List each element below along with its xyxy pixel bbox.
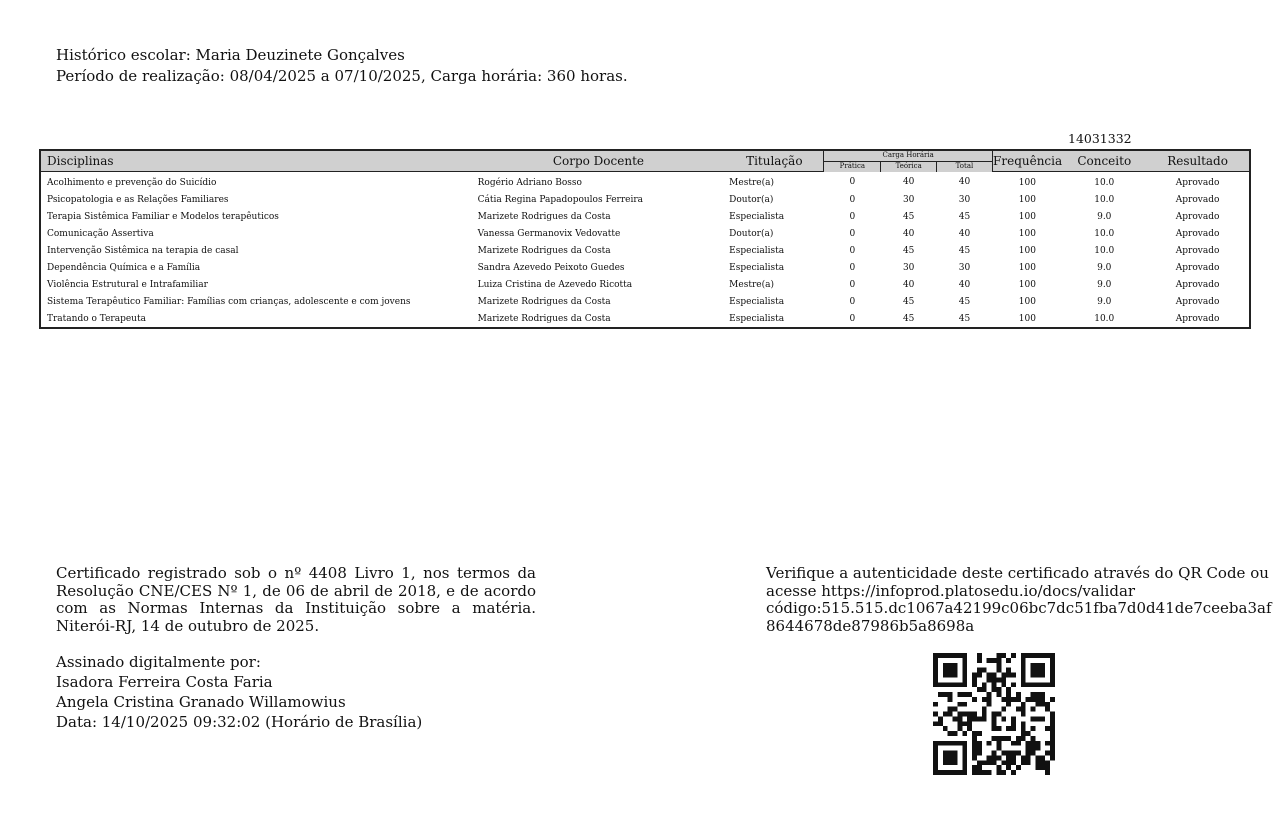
- transcript-header: [56, 45, 628, 86]
- table-row: [40, 259, 1250, 276]
- cell-pratica: 0: [849, 177, 856, 188]
- cell-frequencia: 100: [1018, 194, 1036, 205]
- table-row: [40, 276, 1250, 293]
- cell-total: 40: [958, 177, 971, 188]
- certificate-registration-text: Certificado registrado sob o nº 4408 Livro 1, nos termos da Resolução CNE/CES Nº 1, de 06 de abril de 2018, e de acordo com as Normas Internas da Instituição sobre a matéria. Niterói-RJ, 14 de outubro de 2025.: [56, 564, 536, 635]
- cell-teorica: 45: [902, 313, 915, 324]
- table-row: [40, 242, 1250, 259]
- cell-pratica: 0: [849, 245, 856, 256]
- header-pratica: Prática: [824, 161, 881, 171]
- cell-teorica: 40: [902, 228, 915, 239]
- cell-titulacao: Mestre(a): [729, 177, 774, 188]
- cell-teorica: 30: [902, 262, 915, 273]
- cell-resultado: Aprovado: [1175, 313, 1220, 324]
- signature-date: Data: 14/10/2025 09:32:02 (Horário de Brasília): [56, 713, 423, 731]
- cell-titulacao: Especialista: [729, 296, 785, 307]
- qr-code-icon[interactable]: [933, 653, 1055, 775]
- cell-total: 45: [958, 296, 971, 307]
- cell-titulacao: Doutor(a): [729, 228, 774, 239]
- table-row: [40, 293, 1250, 310]
- cell-docente: Cátia Regina Papadopoulos Ferreira: [477, 194, 644, 205]
- table-row: [40, 172, 1250, 192]
- cell-total: 45: [958, 245, 971, 256]
- cell-resultado: Aprovado: [1175, 296, 1220, 307]
- cell-pratica: 0: [849, 313, 856, 324]
- cell-disciplina: Terapia Sistêmica Familiar e Modelos terapêuticos: [47, 211, 279, 222]
- header-conceito: Conceito: [1062, 150, 1146, 172]
- period-line: Período de realização: 08/04/2025 a 07/10/2025, Carga horária: 360 horas.: [56, 66, 628, 85]
- cell-conceito: 10.0: [1094, 245, 1115, 256]
- cell-disciplina: Acolhimento e prevenção do Suicídio: [47, 177, 217, 188]
- cell-pratica: 0: [849, 296, 856, 307]
- cell-titulacao: Doutor(a): [729, 194, 774, 205]
- cell-titulacao: Especialista: [729, 262, 785, 273]
- cell-titulacao: Especialista: [729, 313, 785, 324]
- verification-line-1: Verifique a autenticidade deste certificado através do QR Code ou: [766, 564, 1269, 582]
- cell-disciplina: Dependência Química e a Família: [47, 262, 201, 273]
- cell-teorica: 45: [902, 211, 915, 222]
- cell-teorica: 40: [902, 279, 915, 290]
- cell-total: 30: [958, 262, 971, 273]
- header-disciplinas: Disciplinas: [40, 150, 472, 172]
- table-row: [40, 208, 1250, 225]
- cell-disciplina: Sistema Terapêutico Familiar: Famílias com crianças, adolescente e com jovens: [47, 296, 411, 307]
- verification-code-1: código:515.515.dc1067a42199c06bc7dc51fba7d0d41de7ceeba3af: [766, 599, 1272, 618]
- cell-frequencia: 100: [1018, 245, 1036, 256]
- cell-pratica: 0: [849, 262, 856, 273]
- cell-docente: Marizete Rodrigues da Costa: [477, 313, 611, 324]
- cell-docente: Luiza Cristina de Azevedo Ricotta: [477, 279, 633, 290]
- cell-conceito: 10.0: [1094, 228, 1115, 239]
- header-corpo-docente: Corpo Docente: [472, 150, 726, 172]
- cell-pratica: 0: [849, 279, 856, 290]
- table-row: [40, 310, 1250, 328]
- cell-docente: Vanessa Germanovix Vedovatte: [477, 228, 621, 239]
- cell-frequencia: 100: [1018, 211, 1036, 222]
- cell-resultado: Aprovado: [1175, 177, 1220, 188]
- cell-resultado: Aprovado: [1175, 194, 1220, 205]
- table-row: [40, 225, 1250, 242]
- cell-disciplina: Tratando o Terapeuta: [47, 313, 146, 324]
- cell-docente: Rogério Adriano Bosso: [477, 177, 582, 188]
- verification-url[interactable]: acesse https://infoprod.platosedu.io/docs/validar: [766, 581, 1136, 600]
- cell-pratica: 0: [849, 194, 856, 205]
- cell-conceito: 9.0: [1097, 296, 1112, 307]
- cell-total: 45: [958, 211, 971, 222]
- cell-frequencia: 100: [1018, 177, 1036, 188]
- cell-disciplina: Comunicação Assertiva: [47, 228, 154, 239]
- cell-teorica: 40: [902, 177, 915, 188]
- cell-frequencia: 100: [1018, 296, 1036, 307]
- cell-titulacao: Especialista: [729, 211, 785, 222]
- cell-frequencia: 100: [1018, 313, 1036, 324]
- cell-frequencia: 100: [1018, 228, 1036, 239]
- cell-teorica: 30: [902, 194, 915, 205]
- table-row: [40, 191, 1250, 208]
- cell-docente: Marizete Rodrigues da Costa: [477, 211, 611, 222]
- cell-pratica: 0: [849, 211, 856, 222]
- cell-total: 45: [958, 313, 971, 324]
- cell-resultado: Aprovado: [1175, 279, 1220, 290]
- header-total: Total: [937, 161, 993, 171]
- signed-by-label: Assinado digitalmente por:: [56, 653, 261, 671]
- cell-conceito: 10.0: [1094, 313, 1115, 324]
- cell-frequencia: 100: [1018, 262, 1036, 273]
- cell-disciplina: Violência Estrutural e Intrafamiliar: [47, 279, 208, 290]
- verification-text: [766, 564, 1272, 635]
- cell-resultado: Aprovado: [1175, 262, 1220, 273]
- cell-docente: Marizete Rodrigues da Costa: [477, 296, 611, 307]
- cell-frequencia: 100: [1018, 279, 1036, 290]
- cell-conceito: 9.0: [1097, 211, 1112, 222]
- signer-2: Angela Cristina Granado Willamowius: [56, 693, 346, 711]
- cell-total: 30: [958, 194, 971, 205]
- cell-disciplina: Psicopatologia e as Relações Familiares: [47, 194, 229, 205]
- digital-signatures: [56, 652, 422, 732]
- cell-teorica: 45: [902, 296, 915, 307]
- verification-code-2: 8644678de87986b5a8698a: [766, 616, 975, 635]
- cell-conceito: 10.0: [1094, 194, 1115, 205]
- signer-1: Isadora Ferreira Costa Faria: [56, 673, 273, 691]
- cell-docente: Sandra Azevedo Peixoto Guedes: [477, 262, 625, 273]
- cell-conceito: 10.0: [1094, 177, 1115, 188]
- cell-resultado: Aprovado: [1175, 211, 1220, 222]
- cell-titulacao: Especialista: [729, 245, 785, 256]
- cell-total: 40: [958, 228, 971, 239]
- cell-conceito: 9.0: [1097, 279, 1112, 290]
- cell-total: 40: [958, 279, 971, 290]
- cell-conceito: 9.0: [1097, 262, 1112, 273]
- cell-pratica: 0: [849, 228, 856, 239]
- cell-resultado: Aprovado: [1175, 245, 1220, 256]
- grades-table: [39, 149, 1251, 329]
- cell-resultado: Aprovado: [1175, 228, 1220, 239]
- header-frequencia: Frequência: [992, 150, 1062, 172]
- record-code: 14031332: [1068, 131, 1132, 146]
- cell-disciplina: Intervenção Sistêmica na terapia de casal: [47, 245, 239, 256]
- cell-titulacao: Mestre(a): [729, 279, 774, 290]
- header-carga-horaria: Carga Horária: [824, 150, 992, 161]
- header-resultado: Resultado: [1146, 150, 1250, 172]
- header-titulacao: Titulação: [725, 150, 824, 172]
- cell-teorica: 45: [902, 245, 915, 256]
- cell-docente: Marizete Rodrigues da Costa: [477, 245, 611, 256]
- student-name-line: Histórico escolar: Maria Deuzinete Gonçalves: [56, 46, 405, 64]
- header-teorica: Teórica: [881, 161, 937, 171]
